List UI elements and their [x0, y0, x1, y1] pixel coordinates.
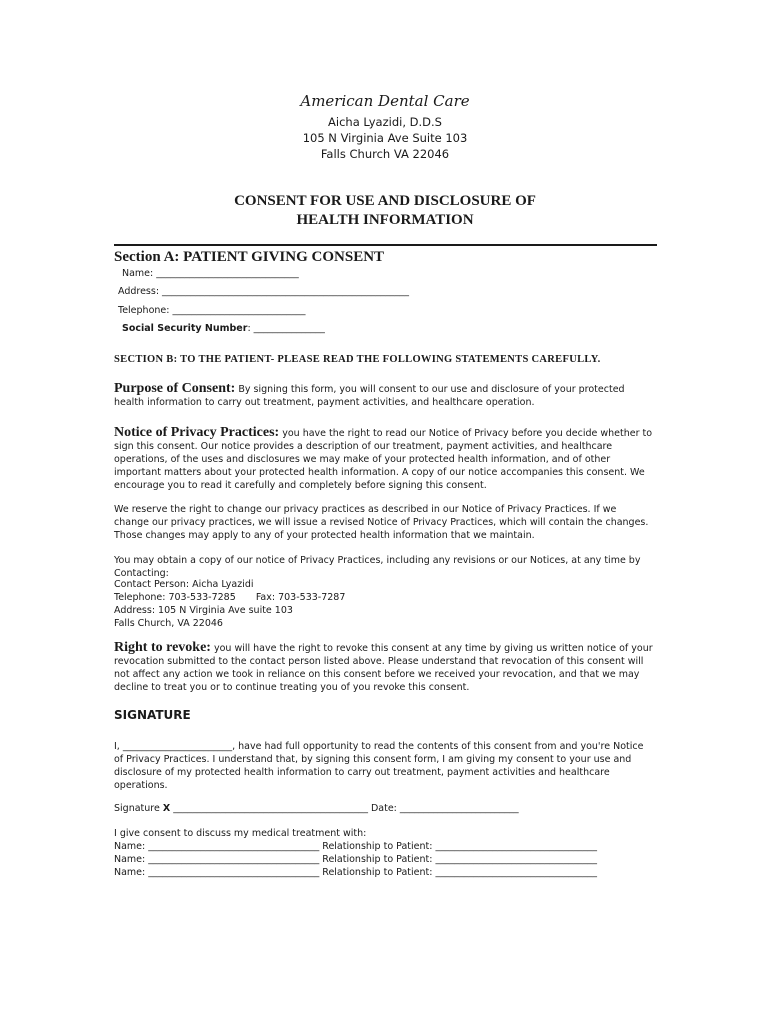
signature-statement: I, _______________________, have had full opportunity to read the contents of this consent from and you're Notice of Privacy Practices. I understand that, by signing this consent form, I am giving my consent to your use and disclosure of my protected health information to carry out treatment, payment activities and healthcare operations. [114, 741, 644, 791]
contact-telephone: Telephone: 703-533-7285 [114, 592, 236, 603]
reserve-paragraph: We reserve the right to change our privacy practices as described in our Notice of Privacy Practices. If we change our privacy practices, we will issue a revised Notice of Privacy Practices, which will contain the changes. Those changes may apply to any of your protected health information that we maintain. [114, 504, 649, 541]
document-title [0, 192, 770, 230]
notice-text: you have the right to read our Notice of Privacy before you decide whether to sign this consent. Our notice provides a description of our treatment, payment activities, and healthcare operations, of the uses and disclosures we may make of your protected health information, and of other important matters about your protected health information. A copy of our notice accompanies this consent. We encourage you to read it carefully and completely before signing this consent. [114, 428, 653, 491]
signature-date-blank: _________________________________________ Date: _________________________ [170, 803, 519, 814]
section-b-heading: SECTION B: TO THE PATIENT- PLEASE READ THE FOLLOWING STATEMENTS CAREFULLY. [114, 354, 601, 365]
practice-name: American Dental Care [300, 92, 470, 110]
contact-phone-row [114, 591, 345, 604]
signature-x: X [162, 803, 171, 814]
signature-label: Signature [114, 803, 163, 814]
ssn-field[interactable] [122, 323, 325, 334]
purpose-paragraph [114, 382, 654, 409]
signature-heading: SIGNATURE [114, 708, 191, 722]
purpose-lead: Purpose of Consent: [114, 381, 236, 396]
name-field[interactable]: Name: ______________________________ [122, 268, 299, 279]
contact-block [114, 578, 345, 630]
address-line-1: 105 N Virginia Ave Suite 103 [302, 131, 468, 145]
ssn-label: Social Security Number [122, 323, 248, 334]
doctor-name: Aicha Lyazidi, D.D.S [328, 115, 442, 129]
purpose-text: By signing this form, you will consent to our use and disclosure of your protected health information to carry out treatment, payment activities, and healthcare operation. [114, 384, 625, 408]
notice-lead: Notice of Privacy Practices: [114, 425, 280, 440]
telephone-field[interactable]: Telephone: ____________________________ [118, 305, 306, 316]
revoke-text: you will have the right to revoke this consent at any time by giving us written notice of your revocation submitted to the contact person listed above. Please understand that revocation of this consent will not affect any action we took in reliance on this consent before we received your revocation, and that we may decline to treat you or to continue treating you of you revoke this consent. [114, 643, 653, 693]
section-divider [114, 244, 657, 246]
contact-fax: Fax: 703-533-7287 [255, 592, 346, 603]
obtain-paragraph: You may obtain a copy of our notice of Privacy Practices, including any revisions or our Notices, at any time by Contacting: [114, 555, 641, 579]
relationship-row-1[interactable]: Name: ____________________________________ Relationship to Patient: __________________________________ [114, 841, 597, 852]
section-a-heading: Section A: PATIENT GIVING CONSENT [114, 249, 385, 265]
address-line-2: Falls Church VA 22046 [320, 147, 450, 161]
title-line-1: CONSENT FOR USE AND DISCLOSURE OF [234, 193, 536, 209]
contact-city: Falls Church, VA 22046 [114, 618, 223, 629]
discuss-consent-line: I give consent to discuss my medical treatment with: [114, 828, 367, 839]
relationship-row-2[interactable]: Name: ____________________________________ Relationship to Patient: __________________________________ [114, 854, 597, 865]
contact-person: Contact Person: Aicha Lyazidi [114, 579, 254, 590]
signature-line[interactable] [114, 802, 519, 815]
contact-address: Address: 105 N Virginia Ave suite 103 [114, 605, 293, 616]
revoke-lead: Right to revoke: [114, 640, 211, 655]
relationship-row-3[interactable]: Name: ____________________________________ Relationship to Patient: __________________________________ [114, 867, 597, 878]
ssn-blank: : _______________ [247, 323, 325, 334]
notice-paragraph [114, 426, 654, 492]
revoke-paragraph [114, 641, 654, 694]
title-line-2: HEALTH INFORMATION [296, 212, 474, 228]
address-field[interactable]: Address: ____________________________________________________ [118, 286, 410, 297]
